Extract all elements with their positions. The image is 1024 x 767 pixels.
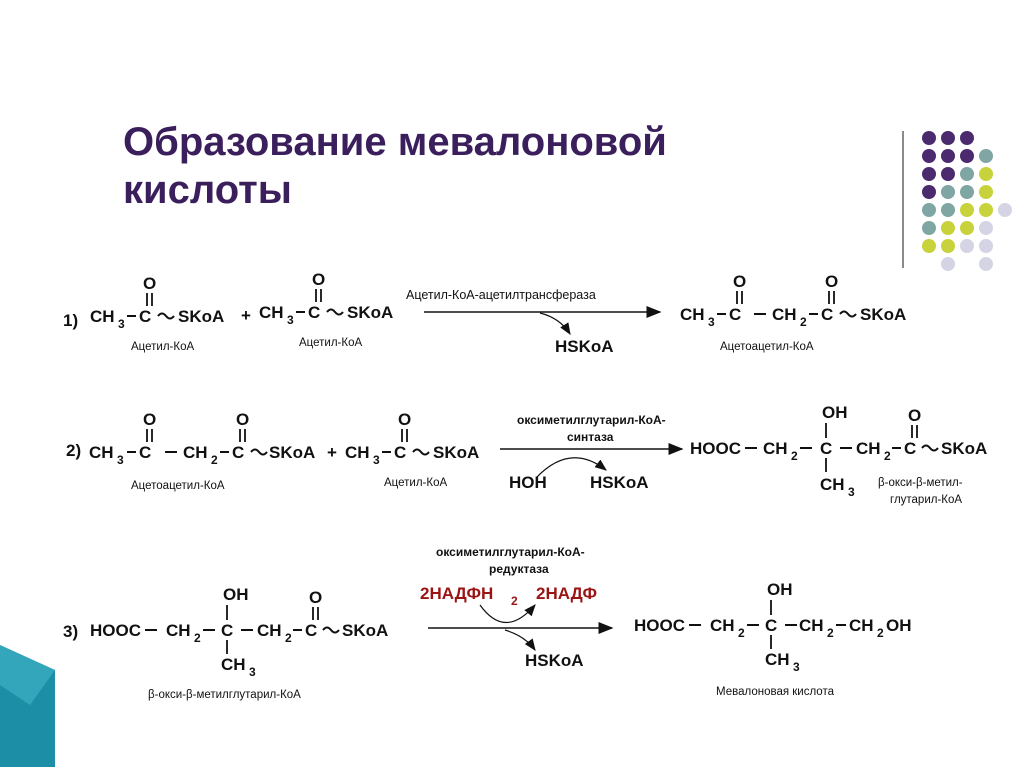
formula-ch3: CH: [89, 443, 114, 462]
compound-label: Ацетоацетил-КоА: [720, 341, 814, 353]
byproduct: HSKoA: [525, 651, 584, 670]
formula-skoa: SKoA: [342, 621, 389, 640]
formula-oxygen: O: [908, 406, 922, 425]
formula-ch3: CH: [221, 655, 246, 674]
formula-carbon: C: [821, 305, 834, 324]
compound-label: β-окси-β-метил-: [878, 477, 963, 489]
subscript: 3: [118, 317, 125, 331]
formula-carbon: C: [394, 443, 407, 462]
formula-carbon: C: [904, 439, 917, 458]
compound-label: Ацетил-КоА: [299, 337, 363, 349]
reaction-number: 3): [63, 622, 79, 641]
formula-carbon: C: [232, 443, 245, 462]
formula-oxygen: O: [825, 272, 839, 291]
formula-oh: OH: [886, 616, 912, 635]
formula-oxygen: O: [309, 588, 323, 607]
compound-label: глутарил-КоА: [890, 494, 963, 506]
formula-oxygen: O: [398, 410, 412, 429]
formula-ch2: CH: [710, 616, 735, 635]
formula-ch2: CH: [763, 439, 788, 458]
subscript: 2: [827, 626, 834, 640]
formula-ch2: CH: [799, 616, 824, 635]
subscript: 3: [373, 453, 380, 467]
formula-ch3: CH: [259, 303, 284, 322]
formula-oh: OH: [223, 585, 249, 604]
formula-ch3: CH: [820, 475, 845, 494]
cofactor-out: 2НАДФ: [536, 584, 598, 603]
formula-oxygen: O: [143, 410, 157, 429]
formula-oxygen: O: [143, 274, 157, 293]
title-line-1: Образование мевалоновой: [123, 120, 667, 164]
formula-carbon: C: [820, 439, 833, 458]
cofactor-in: 2НАДФН: [420, 584, 494, 603]
enzyme-label: синтаза: [567, 430, 614, 444]
subscript: 2: [194, 631, 201, 645]
formula-carbon: C: [221, 621, 234, 640]
compound-label: Мевалоновая кислота: [716, 686, 834, 698]
formula-hooc: HOOC: [90, 621, 141, 640]
subscript: 2: [211, 453, 218, 467]
subscript: 3: [287, 313, 294, 327]
formula-ch2: CH: [856, 439, 881, 458]
subscript: 3: [848, 485, 855, 499]
reaction-1: [63, 270, 906, 356]
formula-skoa: SKoA: [347, 303, 394, 322]
subscript: 3: [117, 453, 124, 467]
subscript: 2: [877, 626, 884, 640]
formula-skoa: SKoA: [860, 305, 907, 324]
reagent: HOH: [509, 473, 547, 492]
enzyme-label: редуктаза: [489, 562, 549, 576]
formula-carbon: C: [305, 621, 318, 640]
formula-ch2oh: CH: [849, 616, 874, 635]
formula-carbon: C: [729, 305, 742, 324]
formula-ch3: CH: [345, 443, 370, 462]
subscript: 2: [800, 315, 807, 329]
subscript: 2: [884, 449, 891, 463]
byproduct: HSKoA: [590, 473, 649, 492]
compound-label: Ацетоацетил-КоА: [131, 480, 225, 492]
formula-hooc: HOOC: [634, 616, 685, 635]
formula-ch3: CH: [680, 305, 705, 324]
formula-carbon: C: [139, 443, 152, 462]
formula-skoa: SKoA: [433, 443, 480, 462]
formula-oxygen: O: [312, 270, 326, 289]
enzyme-label: Ацетил-КоА-ацетилтрансфераза: [406, 288, 596, 302]
plus-sign: +: [241, 306, 251, 325]
formula-skoa: SKoA: [941, 439, 988, 458]
title-line-2: кислоты: [123, 168, 292, 212]
formula-oxygen: O: [733, 272, 747, 291]
compound-label: Ацетил-КоА: [131, 341, 195, 353]
formula-oh: OH: [767, 580, 793, 599]
formula-ch2: CH: [257, 621, 282, 640]
formula-oxygen: O: [236, 410, 250, 429]
reaction-2: [66, 403, 987, 506]
formula-ch2: CH: [772, 305, 797, 324]
subscript: 2: [285, 631, 292, 645]
subscript: 2: [738, 626, 745, 640]
formula-carbon: C: [139, 307, 152, 326]
subscript: 2: [511, 594, 518, 608]
subscript: 3: [249, 665, 256, 679]
formula-hooc: HOOC: [690, 439, 741, 458]
formula-skoa: SKoA: [178, 307, 225, 326]
enzyme-label: оксиметилглутарил-КоА-: [436, 545, 585, 559]
reaction-3: [63, 545, 912, 701]
compound-label: β-окси-β-метилглутарил-КоА: [148, 689, 301, 701]
formula-ch2: CH: [166, 621, 191, 640]
formula-carbon: C: [765, 616, 778, 635]
byproduct: HSKoA: [555, 337, 614, 356]
subscript: 3: [708, 315, 715, 329]
reaction-number: 1): [63, 311, 79, 330]
formula-ch2: CH: [183, 443, 208, 462]
enzyme-label: оксиметилглутарил-КоА-: [517, 413, 666, 427]
formula-ch3: CH: [765, 650, 790, 669]
subscript: 2: [791, 449, 798, 463]
reaction-number: 2): [66, 441, 82, 460]
formula-ch3: CH: [90, 307, 115, 326]
formula-carbon: C: [308, 303, 321, 322]
subscript: 3: [793, 660, 800, 674]
formula-skoa: SKoA: [269, 443, 316, 462]
plus-sign: +: [327, 443, 337, 462]
formula-oh: OH: [822, 403, 848, 422]
compound-label: Ацетил-КоА: [384, 477, 448, 489]
